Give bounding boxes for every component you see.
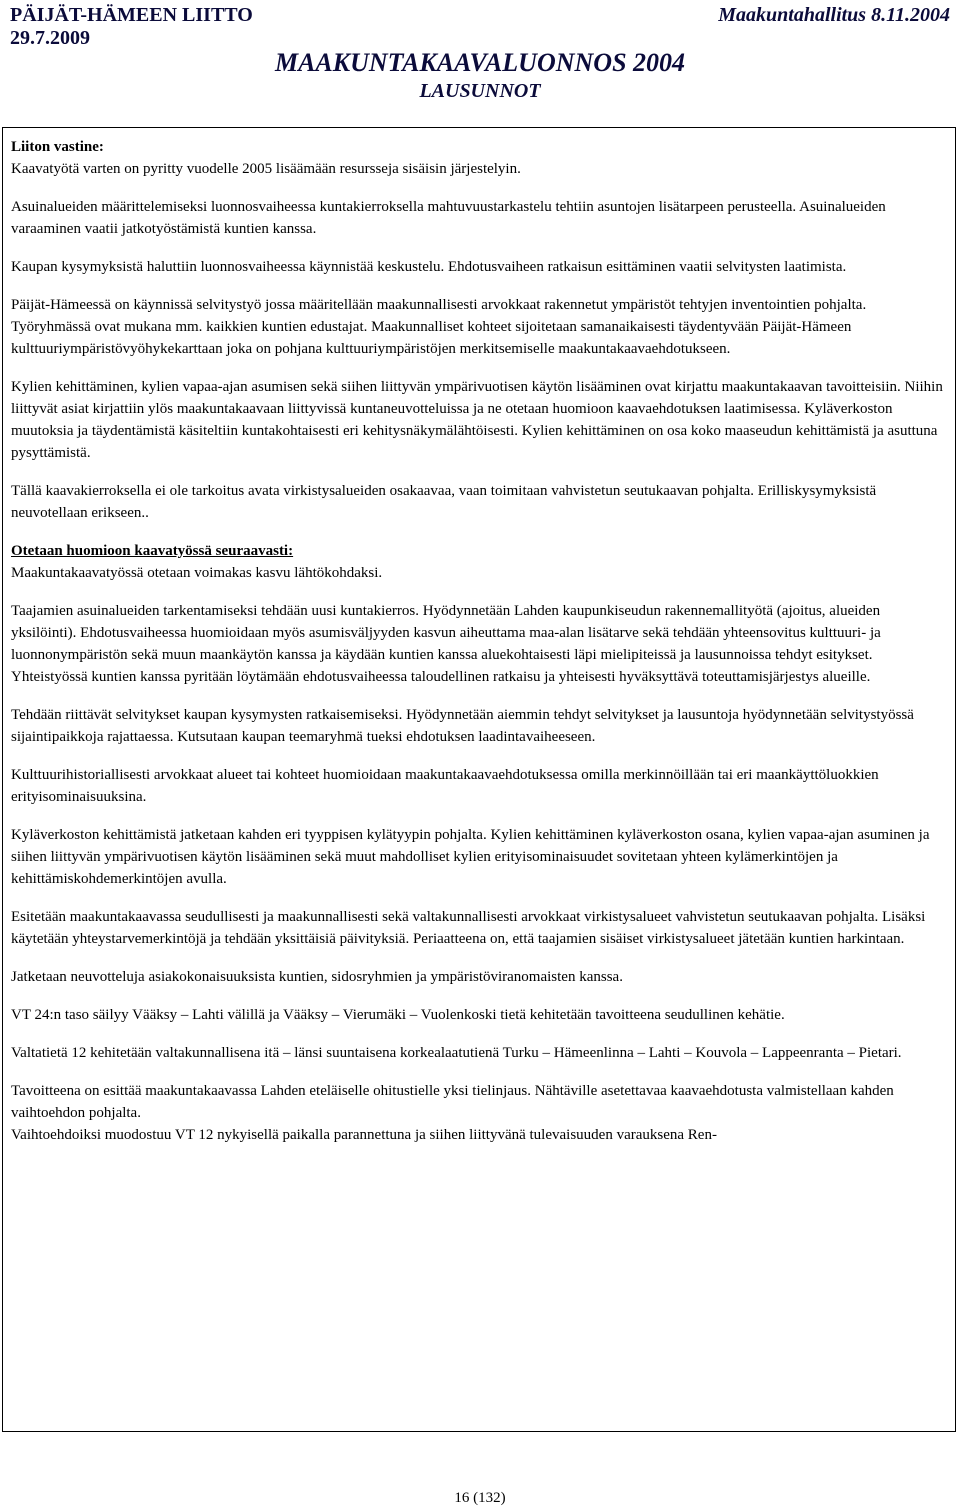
organization-header (10, 4, 253, 50)
vastine-heading: Liiton vastine: (11, 139, 104, 155)
paragraph-negotiations: Jatketaan neuvotteluja asiakokonaisuuksista kuntien, sidosryhmien ja ympäristöviranomaisten kanssa. (11, 969, 623, 985)
paragraph-residential-areas: Asuinalueiden määrittelemiseksi luonnosvaiheessa kuntakierroksella mahtuvuustarkastelu tehtiin asuntojen lisätarpeen perusteella. Asuinalueiden varaaminen vaatii jatkotyöstämistä kuntien kanssa. (11, 199, 886, 237)
paragraph-vt12: Valtatietä 12 kehitetään valtakunnallisena itä – länsi suuntaisena korkealaatutienä Turku – Hämeenlinna – Lahti – Kouvola – Lappeenranta – Pietari. (11, 1045, 902, 1061)
page-subtitle: LAUSUNNOT (419, 80, 541, 102)
document-date: 29.7.2009 (10, 27, 90, 49)
page-title: MAAKUNTAKAAVALUONNOS 2004 (274, 48, 686, 77)
paragraph-built-environment: Päijät-Hämeessä on käynnissä selvitystyö jossa määritellään maakunnallisesti arvokkaat rakennetut ympäristöt tehtyjen inventointien pohjalta. Työryhmässä ovat mukana mm. kaikkien kuntien edustajat. Maakunnalliset kohteet sijoitetaan samanaikaisesti täydentyvään Päijät-Hämeen kulttuuriympäristövyöhykekarttaan joka on pohjana kulttuuriympäristöjen merkitsemiselle maakuntakaavaehdotukseen. (11, 297, 867, 357)
paragraph-commerce-studies: Tehdään riittävät selvitykset kaupan kysymysten ratkaisemiseksi. Hyödynnetään aiemmin tehdyt selvitykset ja lausuntoja hyödynnetään selvitystyössä sijaintipaikkoja rajattaessa. Kutsutaan kaupan teemaryhmä tueksi ehdotuksen laadintavaiheeseen. (11, 707, 914, 745)
paragraph-village-network: Kyläverkoston kehittämistä jatketaan kahden eri tyyppisen kylätyypin pohjalta. Kylien kehittäminen kyläverkoston osana, kylien vapaa-ajan asuminen ja siihen liittyvän ympärivuotisen käytön lisääminen sekä muut mahdolliset kylien erityisominaisuudet sovitetaan yhteen kylämerkintöjen ja kehittämiskohdemerkintöjen avulla. (11, 827, 930, 887)
paragraph-southern-bypass: Tavoitteena on esittää maakuntakaavassa Lahden eteläiselle ohitustielle yksi tielinjaus. Nähtäville asetettavaa kaavaehdotusta valmistellaan kahden vaihtoehdon pohjalta. (11, 1083, 894, 1121)
page-number: 16 (132) (454, 1490, 506, 1506)
paragraph-vt24: VT 24:n taso säilyy Vääksy – Lahti välillä ja Vääksy – Vierumäki – Vuolenkoski tietä kehitetään tavoitteena seudullinen kehätie. (11, 1007, 785, 1023)
paragraph-growth: Maakuntakaavatyössä otetaan voimakas kasvu lähtökohdaksi. (11, 565, 383, 581)
statement-content-box (2, 127, 956, 1432)
paragraph-resources: Kaavatyötä varten on pyritty vuodelle 2005 lisäämään resursseja sisäisin järjestelyin. (11, 161, 521, 177)
board-meeting-label: Maakuntahallitus 8.11.2004 (718, 4, 950, 26)
organization-name: PÄIJÄT-HÄMEEN LIITTO (10, 4, 253, 26)
paragraph-urban-areas: Taajamien asuinalueiden tarkentamiseksi tehdään uusi kuntakierros. Hyödynnetään Lahden kaupunkiseudun rakennemallityötä (ajoitus, alueiden yksilöinti). Ehdotusvaiheessa huomioidaan myös asumisväljyyden kasvun aiheuttama maa-alan lisätarve sekä tehdään yhteensovitus kulttuuri- ja luonnonympäristön sekä muun maankäytön kanssa ja käydään kuntien kanssa aluekohtaisesti läpi mielipiteissä ja lausunnoissa tehdyt esitykset. Yhteistyössä kuntien kanssa pyritään löytämään ehdotusvaiheessa taloudellinen ratkaisu ja yhteisesti hyväksyttävä toteuttamisjärjestys alueille. (11, 603, 881, 685)
paragraph-recreation: Tällä kaavakierroksella ei ole tarkoitus avata virkistysalueiden osakaavaa, vaan toimitaan vahvistetun seutukaavan pohjalta. Erilliskysymyksistä neuvotellaan erikseen.. (11, 483, 877, 521)
paragraph-villages: Kylien kehittäminen, kylien vapaa-ajan asumisen sekä siihen liittyvän ympärivuotisen käytön lisääminen ovat kirjattu maakuntakaavan tavoitteisiin. Niihin liittyvät asiat kirjattiin ylös maakuntakaavaan liittyvissä kuntaneuvotteluissa ja ne otetaan huomioon kaavaehdotuksen laatimisessa. Kyläverkoston muutoksia ja täydentämistä käsiteltiin kuntakohtaisesti eri kehitysnäkymälähtöisesti. Kylien kehittäminen on osa koko maaseudun kehittämistä ja asuttuna pysyttämistä. (11, 379, 943, 461)
paragraph-cultural-heritage: Kulttuurihistoriallisesti arvokkaat alueet tai kohteet huomioidaan maakuntakaavaehdotuksessa omilla merkinnöillään tai eri maankäyttöluokkien erityisominaisuuksina. (11, 767, 879, 805)
paragraph-commerce: Kaupan kysymyksistä haluttiin luonnosvaiheessa käynnistää keskustelu. Ehdotusvaiheen ratkaisun esittäminen vaatii selvitysten laatimista. (11, 259, 847, 275)
paragraph-alternatives: Vaihtoehdoiksi muodostuu VT 12 nykyisellä paikalla parannettuna ja siihen liittyvänä tulevaisuuden varauksena Ren- (11, 1127, 717, 1143)
paragraph-recreation-areas: Esitetään maakuntakaavassa seudullisesti ja maakunnallisesti sekä valtakunnallisesti arvokkaat virkistysalueet vahvistetun seutukaavan pohjalta. Lisäksi käytetään yhteystarvemerkintöjä ja tehdään yksittäisiä päivityksiä. Periaatteena on, että taajamien sisäiset virkistysalueet jätetään kuntien harkintaan. (11, 909, 926, 947)
huomioon-heading: Otetaan huomioon kaavatyössä seuraavasti: (11, 543, 294, 559)
